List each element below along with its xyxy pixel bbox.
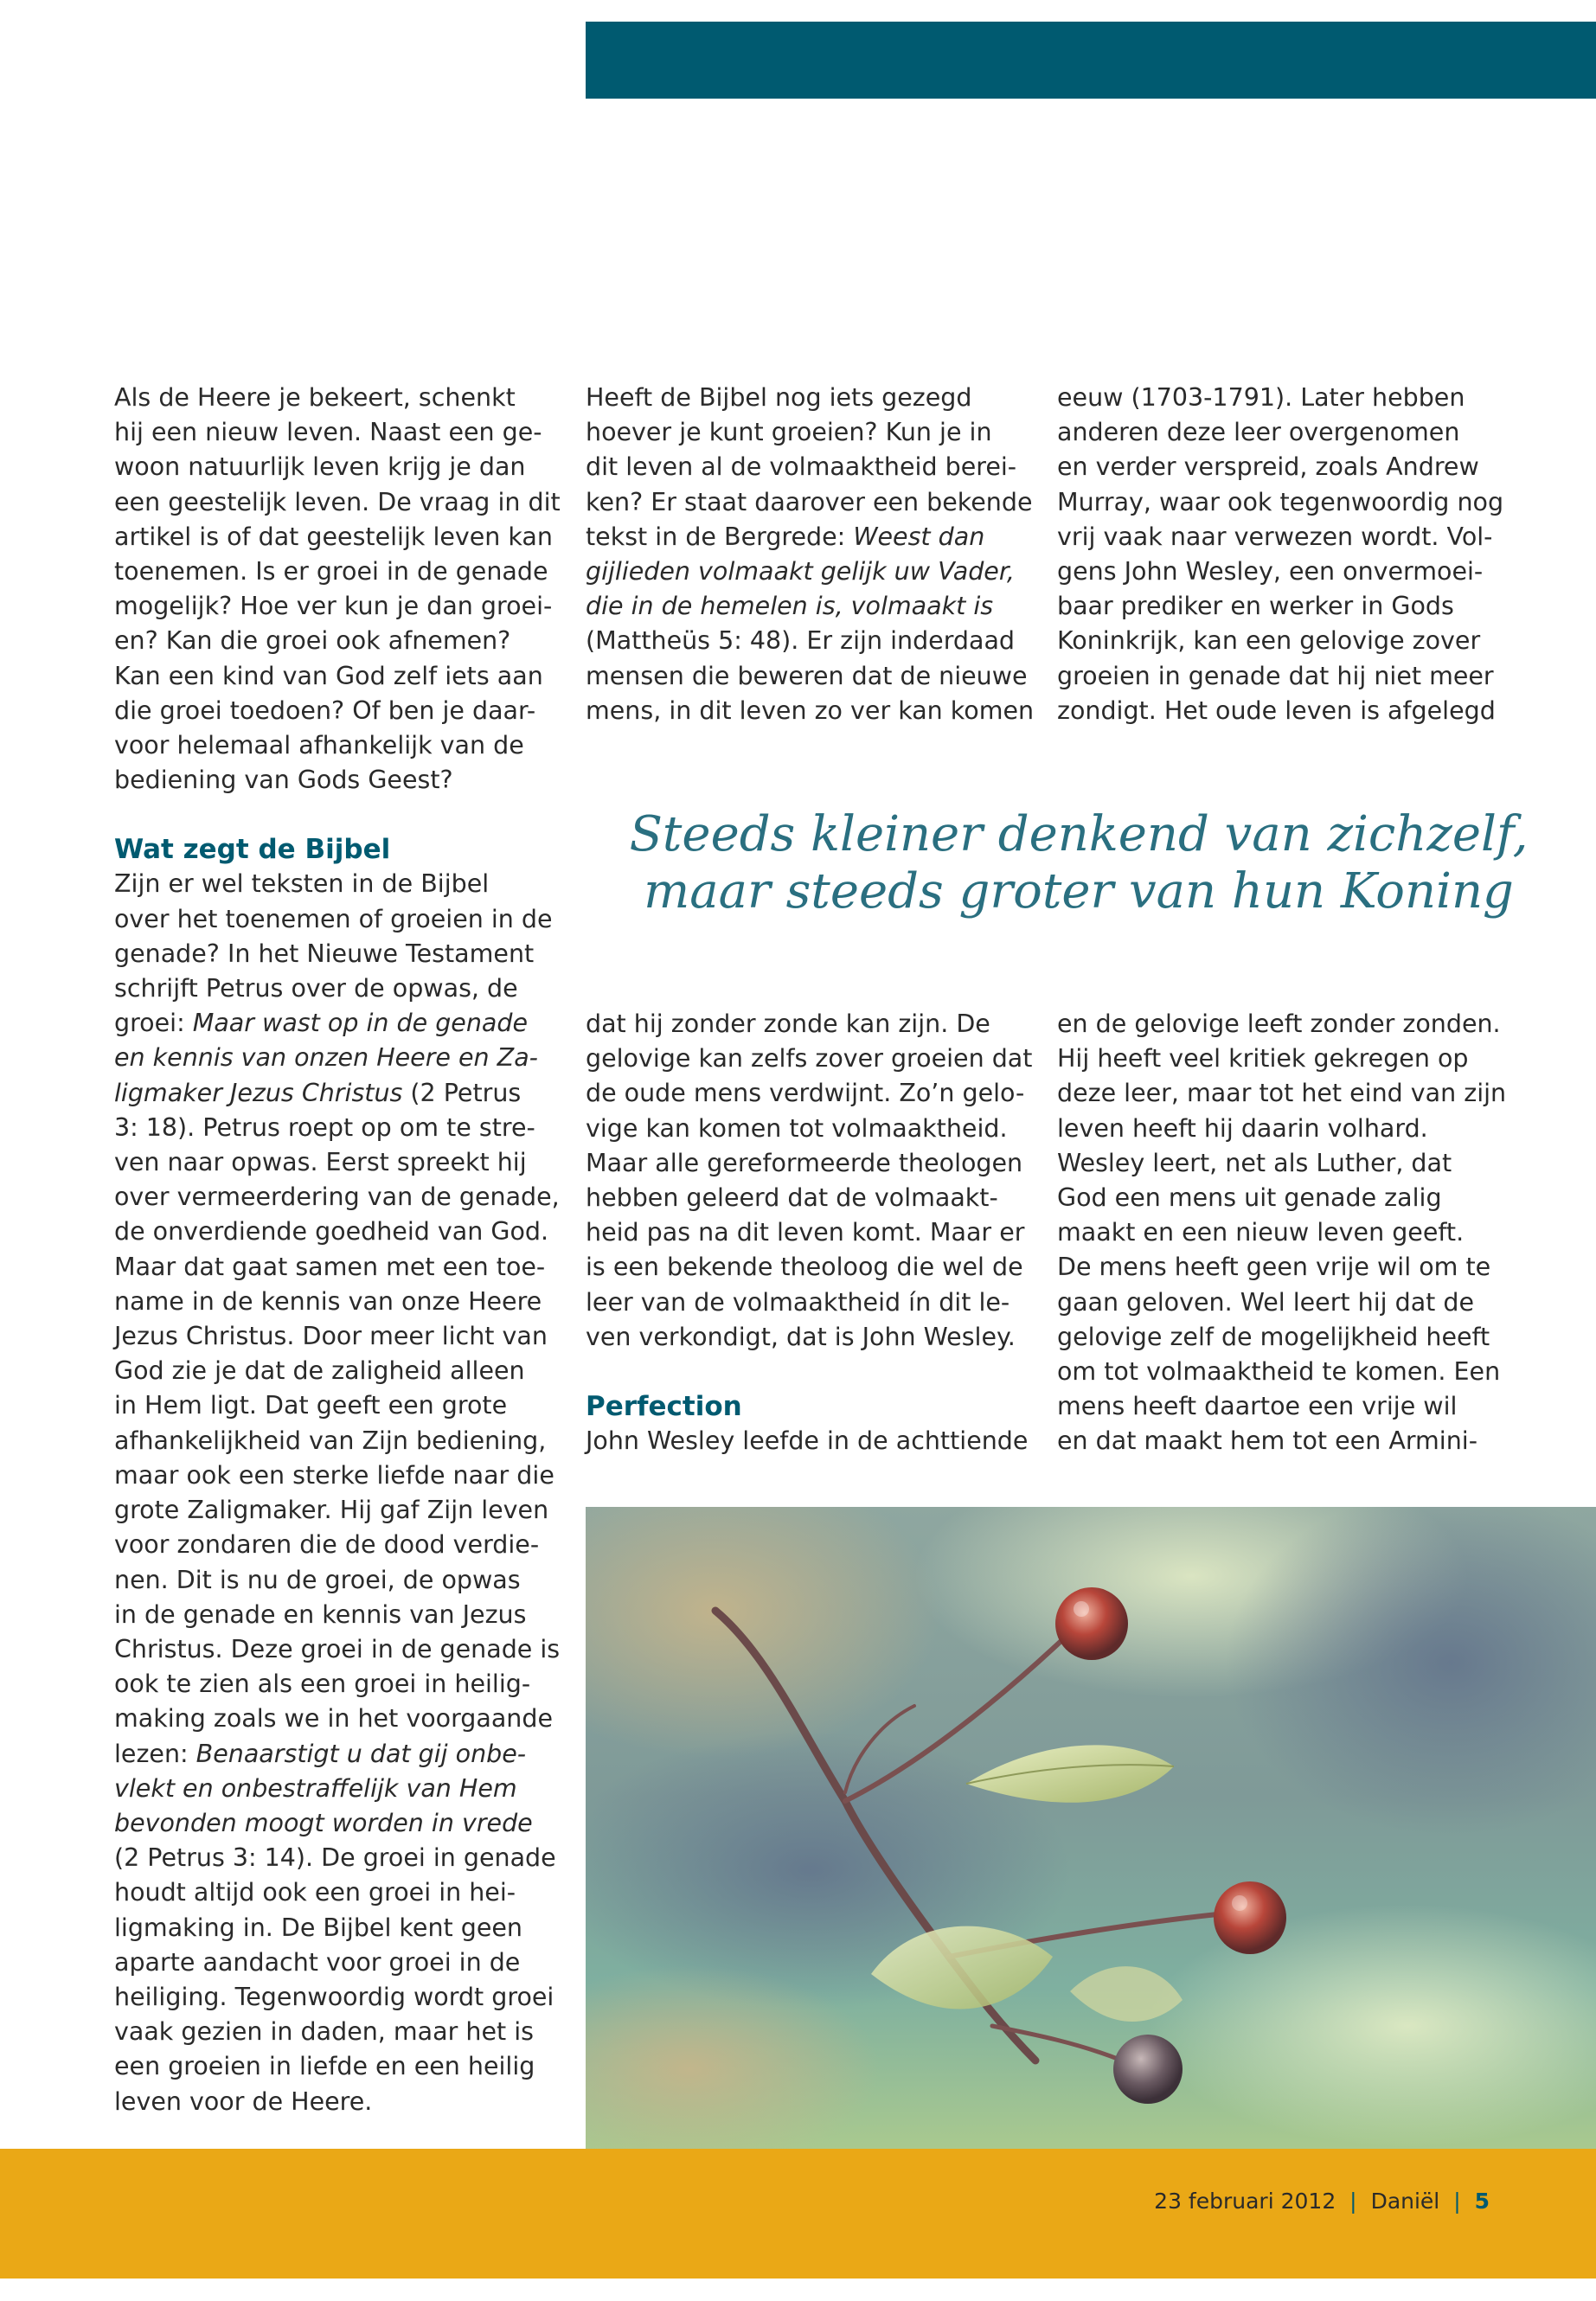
text-line: voor zondaren die de dood verdie- [114,1530,540,1560]
text-line: leven heeft hij daarin volhard. [1057,1113,1428,1143]
scripture-quote: en kennis van onzen Heere en Za- [114,1043,538,1073]
text-line: heiliging. Tegenwoordig wordt groei [114,1982,554,2011]
text-span: groei: [114,1009,193,1038]
pull-quote [586,806,1572,920]
text-line: een geestelijk leven. De vraag in dit [114,487,561,516]
text-line: Murray, waar ook tegenwoordig nog [1057,487,1504,516]
text-line: Kan een kind van God zelf iets aan [114,661,543,690]
text-line: vige kan komen tot volmaaktheid. [586,1113,1008,1143]
text-line: en de gelovige leeft zonder zonden. [1057,1009,1501,1038]
text-line: De mens heeft geen vrije wil om te [1057,1253,1491,1282]
section-heading-perfection: Perfection [586,1391,742,1423]
text-line: Koninkrijk, kan een gelovige zover [1057,626,1481,656]
text-line: zondigt. Het oude leven is afgelegd [1057,695,1496,725]
text-line: Jezus Christus. Door meer licht van [114,1322,548,1351]
header-color-band [586,22,1596,99]
text-span: (2 Petrus [402,1078,522,1107]
article-column-1 [114,381,561,2119]
text-line: ven verkondigt, dat is John Wesley. [586,1322,1016,1351]
text-line: name in de kennis van onze Heere [114,1286,542,1316]
text-line: mensen die beweren dat de nieuwe [586,661,1028,690]
text-line: maar ook een sterke liefde naar die [114,1460,554,1490]
text-line [114,1772,547,1806]
berry-branch-photo [586,1507,1596,2149]
text-line: artikel is of dat geestelijk leven kan [114,522,553,551]
text-line [114,1041,547,1075]
text-line: leer van de volmaaktheid ín dit le- [586,1287,1010,1317]
footer-color-band [0,2149,1596,2279]
text-line: hij een nieuw leven. Naast een ge- [114,418,542,447]
text-line: 3: 18). Petrus roept op om te stre- [114,1112,535,1142]
text-line: maakt en een nieuw leven geeft. [1057,1218,1465,1247]
scripture-quote: ligmaker Jezus Christus [114,1078,403,1107]
text-line: een groeien in liefde en een heilig [114,2052,535,2081]
scripture-quote: vlekt en onbestraffelijk van Hem [114,1773,517,1803]
text-line [586,589,1035,624]
text-line: en verder verspreid, zoals Andrew [1057,452,1479,482]
scripture-quote: gijlieden volmaakt gelijk uw Vader, [586,557,1015,586]
text-line: vrij vaak naar verwezen wordt. Vol- [1057,522,1493,551]
text-line: ook te zien als een groei in heilig- [114,1670,531,1699]
text-line: (Mattheüs 5: 48). Er zijn inderdaad [586,626,1016,656]
text-line: grote Zaligmaker. Hij gaf Zijn leven [114,1496,549,1525]
separator: | [1453,2189,1461,2214]
scripture-quote: Maar wast op in de genade [192,1009,528,1038]
text-line: hebben geleerd dat de volmaakt- [586,1183,998,1213]
page-number: 5 [1474,2189,1490,2214]
text-line: toenemen. Is er groei in de genade [114,557,548,586]
text-line: houdt altijd ook een groei in hei- [114,1878,516,1907]
text-line: is een bekende theoloog die wel de [586,1253,1023,1282]
text-line: afhankelijkheid van Zijn bediening, [114,1426,547,1455]
text-line: mens, in dit leven zo ver kan komen [586,695,1035,725]
text-line: deze leer, maar tot het eind van zijn [1057,1079,1507,1108]
text-line: en? Kan die groei ook afnemen? [114,626,511,656]
text-line: hoever je kunt groeien? Kun je in [586,418,992,447]
text-line: Maar alle gereformeerde theologen [586,1148,1023,1177]
text-line: om tot volmaaktheid te komen. Een [1057,1357,1501,1387]
text-line: God zie je dat de zaligheid alleen [114,1356,525,1386]
text-line: God een mens uit genade zalig [1057,1183,1442,1213]
text-line: mogelijk? Hoe ver kun je dan groei- [114,592,553,621]
scripture-quote: bevonden moogt worden in vrede [114,1808,533,1837]
text-line: Zijn er wel teksten in de Bijbel [114,869,490,899]
text-line: en dat maakt hem tot een Armini- [1057,1426,1477,1456]
text-line: Heeft de Bijbel nog iets gezegd [586,383,972,412]
section-heading-bijbel: Wat zegt de Bijbel [114,834,391,866]
text-span: tekst in de Bergrede: [586,522,854,551]
text-line [586,520,1035,554]
text-line: Als de Heere je bekeert, schenkt [114,383,516,412]
text-line: nen. Dit is nu de groei, de opwas [114,1565,521,1594]
text-line: bediening van Gods Geest? [114,766,453,795]
text-line: gens John Wesley, een onvermoei- [1057,557,1484,586]
text-line [586,554,1035,589]
article-column-3-bottom [1057,1007,1524,1459]
issue-date: 23 februari 2012 [1154,2189,1336,2214]
text-line: eeuw (1703-1791). Later hebben [1057,383,1465,412]
text-line: mens heeft daartoe een vrije wil [1057,1392,1458,1421]
text-line: anderen deze leer overgenomen [1057,418,1460,447]
text-line: Wesley leert, net als Luther, dat [1057,1148,1452,1177]
text-line [114,1737,547,1772]
text-span: lezen: [114,1739,196,1768]
text-line: making zoals we in het voorgaande [114,1704,553,1734]
text-line: schrijft Petrus over de opwas, de [114,974,518,1003]
text-line: (2 Petrus 3: 14). De groei in genade [114,1843,556,1873]
text-line: over het toenemen of groeien in de [114,904,553,933]
text-line: die groei toedoen? Of ben je daar- [114,695,536,725]
text-line [114,1806,547,1841]
text-line: gelovige kan zelfs zover groeien dat [586,1044,1033,1074]
text-line: gelovige zelf de mogelijkheid heeft [1057,1322,1490,1351]
article-column-3-top [1057,381,1524,728]
scripture-quote: Weest dan [853,522,985,551]
text-line: Maar dat gaat samen met een toe- [114,1252,546,1281]
publication-name: Daniël [1370,2189,1440,2214]
text-line [114,1076,547,1111]
text-line [114,1006,547,1041]
text-line: gaan geloven. Wel leert hij dat de [1057,1287,1475,1317]
text-line: leven voor de Heere. [114,2086,373,2116]
text-line: baar prediker en werker in Gods [1057,592,1454,621]
text-line: de oude mens verdwijnt. Zo’n gelo- [586,1079,1025,1108]
text-line: in de genade en kennis van Jezus [114,1599,527,1629]
pull-quote-line: Steeds kleiner denkend van zichzelf, [629,806,1529,862]
text-line: groeien in genade dat hij niet meer [1057,661,1494,690]
text-line: genade? In het Nieuwe Testament [114,939,535,968]
text-line: de onverdiende goedheid van God. [114,1217,549,1247]
text-line: dit leven al de volmaaktheid berei- [586,452,1017,482]
text-line: Hij heeft veel kritiek gekregen op [1057,1044,1469,1074]
scripture-quote: die in de hemelen is, volmaakt is [586,592,994,621]
text-line: Christus. Deze groei in de genade is [114,1634,561,1663]
text-line: in Hem ligt. Dat geeft een grote [114,1391,508,1420]
text-line: voor helemaal afhankelijk van de [114,731,524,760]
text-line: heid pas na dit leven komt. Maar er [586,1218,1025,1247]
footer-info [1154,2189,1490,2214]
text-line: John Wesley leefde in de achttiende [586,1426,1029,1456]
text-line: ven naar opwas. Eerst spreekt hij [114,1148,527,1177]
scripture-quote: Benaarstigt u dat gij onbe- [195,1739,527,1768]
text-line: vaak gezien in daden, maar het is [114,2017,534,2047]
text-line: ken? Er staat daarover een bekende [586,487,1033,516]
text-line: ligmaking in. De Bijbel kent geen [114,1913,522,1942]
text-line: woon natuurlijk leven krijg je dan [114,452,526,482]
article-column-2-bottom [586,1007,1035,1458]
text-line: aparte aandacht voor groei in de [114,1947,521,1977]
separator: | [1349,2189,1357,2214]
text-line: over vermeerdering van de genade, [114,1183,560,1212]
article-column-2-top [586,381,1035,728]
pull-quote-line: maar steeds groter van hun Koning [644,863,1514,920]
text-line: dat hij zonder zonde kan zijn. De [586,1009,990,1038]
